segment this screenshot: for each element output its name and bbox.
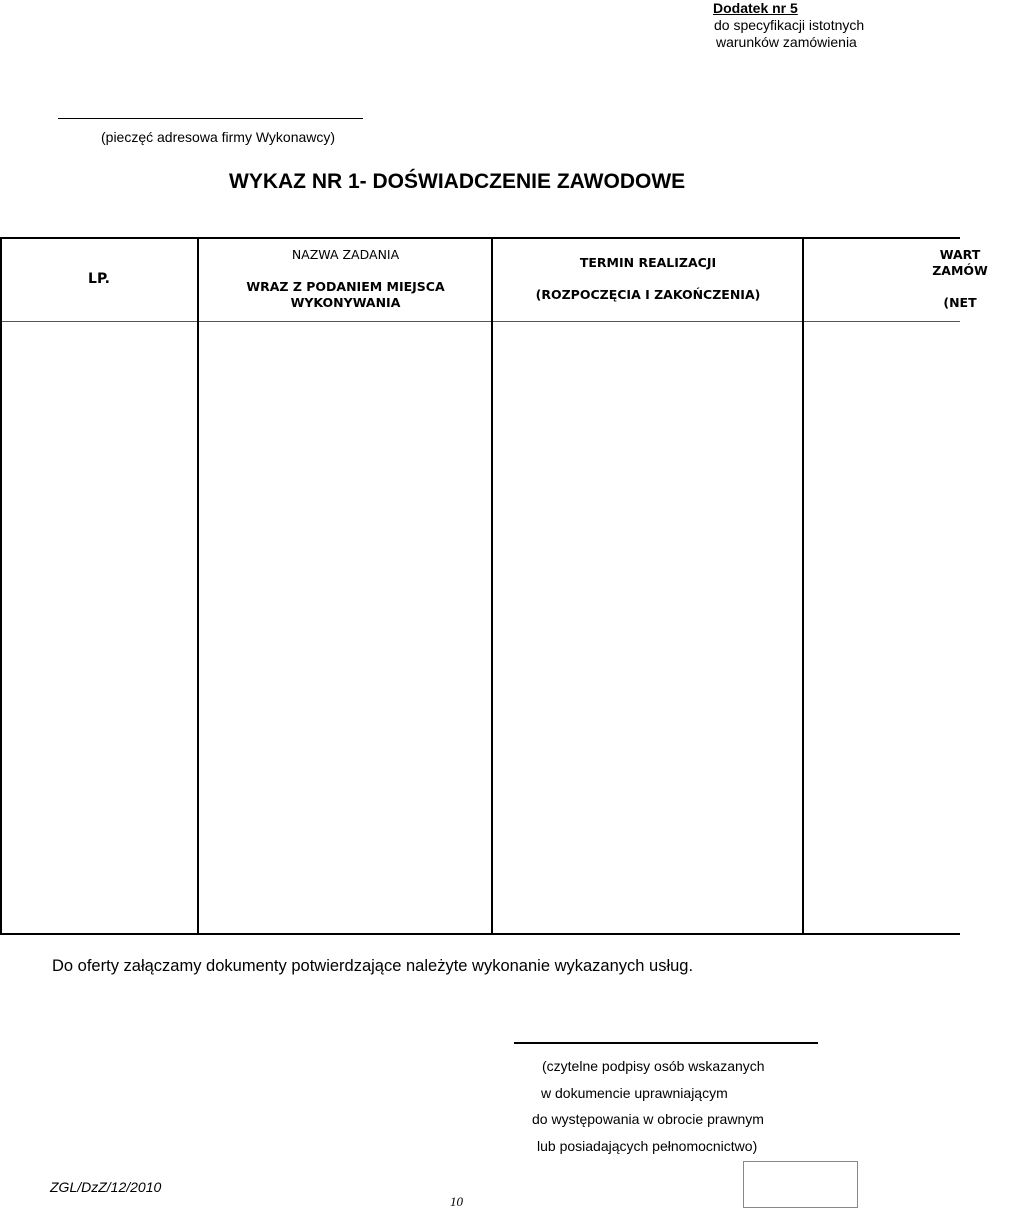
signature-line	[514, 1042, 818, 1044]
annex-line-1: do specyfikacji istotnych	[714, 17, 865, 33]
header-term-line-1: TERMIN REALIZACJI	[579, 255, 717, 270]
signature-caption-line-3: do występowania w obrocie prawnym	[532, 1111, 764, 1127]
table-bottom-border	[0, 933, 960, 935]
table-header-divider	[0, 321, 960, 322]
attachments-note: Do oferty załączamy dokumenty potwierdzające należyte wykonanie wykazanych usług.	[52, 957, 694, 975]
annex-title: Dodatek nr 5	[713, 0, 798, 16]
header-lp	[0, 237, 198, 321]
page-number: 10	[450, 1194, 463, 1209]
column-divider-1	[197, 237, 199, 935]
header-name-line-3: WYKONYWANIA	[290, 295, 401, 310]
stamp-signature-line	[58, 118, 363, 119]
header-term	[493, 237, 803, 321]
table-left-border	[0, 237, 2, 935]
stamp-caption: (pieczęć adresowa firmy Wykonawcy)	[101, 129, 336, 145]
header-task-name	[199, 237, 492, 321]
header-value-line-2: ZAMÓW	[932, 263, 988, 278]
annex-header	[713, 0, 864, 51]
signature-caption-line-2: w dokumencie uprawniającym	[541, 1085, 728, 1101]
column-divider-3	[802, 237, 804, 935]
footer-box	[743, 1161, 858, 1208]
signature-caption-line-1: (czytelne podpisy osób wskazanych	[542, 1058, 765, 1074]
document-code: ZGL/DzZ/12/2010	[50, 1179, 162, 1195]
column-divider-2	[491, 237, 493, 935]
header-term-line-2: (ROZPOCZĘCIA I ZAKOŃCZENIA)	[535, 287, 761, 302]
header-value	[905, 237, 1015, 321]
document-title: WYKAZ NR 1- DOŚWIADCZENIE ZAWODOWE	[229, 170, 686, 193]
header-name-line-2: WRAZ Z PODANIEM MIEJSCA	[246, 279, 445, 294]
header-lp-label: LP.	[88, 271, 110, 287]
header-value-line-3: (NET	[943, 295, 977, 310]
signature-caption-line-4: lub posiadających pełnomocnictwo)	[537, 1138, 758, 1154]
experience-table	[0, 237, 988, 935]
header-name-line-1: NAZWA ZADANIA	[291, 247, 400, 262]
header-value-line-1: WART	[939, 247, 981, 262]
annex-line-2: warunków zamówienia	[716, 34, 857, 50]
